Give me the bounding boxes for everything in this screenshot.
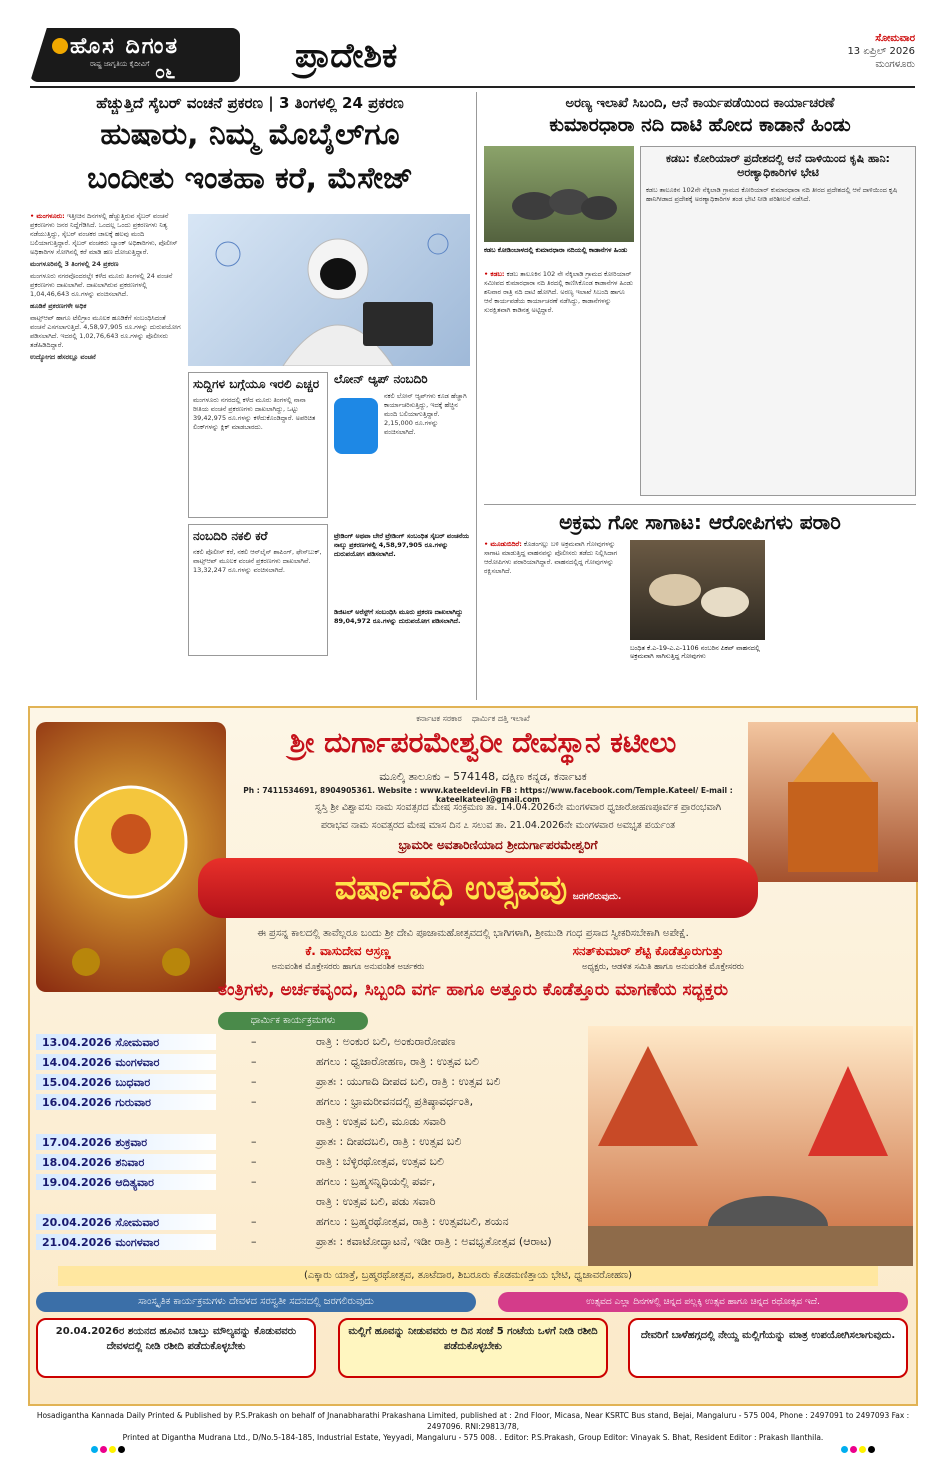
schedule-date: 21.04.2026 ಮಂಗಳವಾರ <box>36 1234 216 1250</box>
crop-damage-box <box>640 146 916 496</box>
schedule-event: ಪ್ರಾತಃ : ಕವಾಟೋದ್ಘಾಟನೆ, ಇಡೀ ರಾತ್ರಿ : ಅವಭೃತೋತ್ಸವ (ಆರಾಟ) <box>316 1235 552 1248</box>
box3-bullet2: ಡಿಜಿಟಲ್ ಅರೆಸ್ಟ್‌ಗೆ ಸಂಬಂಧಿಸಿ ಮೂರು ಪ್ರಕರಣ ದಾಖಲಾಗಿದ್ದು 89,04,972 ರೂ.ಗಳನ್ನು ದುರುಪಯೋಗ ಪಡಿಸಲಾಗಿದೆ. <box>334 608 463 625</box>
story2-body <box>484 270 634 496</box>
schedule-dash: – <box>251 1075 257 1088</box>
day-name: ಸೋಮವಾರ <box>875 33 915 44</box>
story1-subhead3: ಉದ್ಯೋಗದ ಹೆಸರಲ್ಲೂ ವಂಚನೆ <box>30 353 96 361</box>
schedule-event: ಪ್ರಾತಃ : ಯುಗಾದಿ ದೀಪದ ಬಲಿ, ರಾತ್ರಿ : ಉತ್ಸವ ಬಲಿ <box>316 1075 501 1088</box>
schedule-date: 16.04.2026 ಗುರುವಾರ <box>36 1094 216 1110</box>
story1-para1: ಇತ್ತೀಚಿನ ದಿನಗಳಲ್ಲಿ ಹೆಚ್ಚುತ್ತಿರುವ ಸೈಬರ್ ವಂಚನೆ ಪ್ರಕರಣಗಳು ಜನರ ನಿದ್ದೆಗೆಡಿಸಿದೆ. ಒಂದಲ್ಲ ಒಂದು ಪ್ರಕರಣಗಳು ನಿತ್ಯ ನಡೆಯುತ್ತಿದ್ದು, ಸೈಬರ್ ವಂಚಕರ ಜಾಲಕ್ಕೆ ಹಲವು ಮಂದಿ ಬಲಿಯಾಗುತ್ತಿದ್ದಾರೆ. ಸೈಬರ್ ವಂಚಕರು ಬ್ಯಾಂಕ್ ಅಧಿಕಾರಿಗಳು, ಪೊಲೀಸ್ ಅಧಿಕಾರಿಗಳ ಸೋಗಿನಲ್ಲಿ ಕರೆ ಮಾಡಿ ಹಣ ದೋಚುತ್ತಿದ್ದಾರೆ. <box>30 212 178 256</box>
box3-bullet1: ಟ್ರೇಡಿಂಗ್ ಅಥವಾ ಬೇರೆ ಟ್ರೇಡಿಂಗ್ ಸಂಬಂಧಿತ ಸೈಬರ್ ವಂಚನೆಯ ನಾಲ್ಕು ಪ್ರಕರಣಗಳಲ್ಲಿ 4,58,97,905 ರೂ.ಗಳನ್ನು ದುರುಪಯೋಗ ಪಡಿಸಲಾಗಿದೆ. <box>334 532 470 558</box>
story1-headline-line1: ಹುಷಾರು, ನಿಮ್ಮ ಮೊಬೈಲ್‌ಗೂ <box>100 117 400 152</box>
story1-subhead1: ಮಂಗಳೂರಿನಲ್ಲಿ 3 ತಿಂಗಳಲ್ಲಿ 24 ಪ್ರಕರಣ <box>30 260 119 268</box>
schedule-date: 19.04.2026 ಆದಿತ್ಯವಾರ <box>36 1174 216 1190</box>
president-role: ಅಧ್ಯಕ್ಷರು, ಆಡಳಿತ ಸಮಿತಿ ಹಾಗೂ ಅನುವಂಶಿಕ ಮೊಕ್ತೇಸರರು <box>581 962 744 972</box>
masthead-rule <box>30 86 915 88</box>
date-box <box>847 32 915 71</box>
schedule-row <box>36 1114 596 1132</box>
box1-title: ಸುದ್ದಿಗಳ ಬಗ್ಗೆಯೂ ಇರಲಿ ಎಚ್ಚರ <box>193 377 320 391</box>
govt-label: ಕರ್ನಾಟಕ ಸರಕಾರ <box>416 714 462 723</box>
cattle-illustration <box>630 540 765 640</box>
cmyk-marks-left <box>90 1438 126 1457</box>
box4-body: ಕಡಬ ತಾಲೂಕಿನ 102ನೇ ನೆಕ್ಕಿಲಾಡಿ ಗ್ರಾಮದ ಕೋರಿಯಾರ್ ಕುಮಾರಧಾರಾ ನದಿ ತೀರದ ಪ್ರದೇಶದಲ್ಲಿ ಆನೆ ದಾಳಿಯಿಂದ ಕೃಷಿ ಹಾನಿಗೀಡಾದ ಪ್ರದೇಶಕ್ಕೆ ಅರಣ್ಯಾಧಿಕಾರಿಗಳ ತಂಡ ಭೇಟಿ ನೀಡಿ ಪರಿಶೀಲನೆ ನಡೆಸಿದೆ. <box>646 186 898 203</box>
schedule-dash: – <box>251 1235 257 1248</box>
elephant-caption: ಕಡಬ ಕೋಡಿಂಬಾಳದಲ್ಲಿ ಕುಮಾರಧಾರಾ ನದಿಯಲ್ಲಿ ಕಾಡಾನೆಗಳ ಹಿಂಡು <box>484 246 628 254</box>
schedule-dash: – <box>251 1215 257 1228</box>
schedule-event: ಪ್ರಾತಃ : ದೀಪದಬಲಿ, ರಾತ್ರಿ : ಉತ್ಸವ ಬಲಿ <box>316 1135 462 1148</box>
temple-name: ಶ್ರೀ ದುರ್ಗಾಪರಮೇಶ್ವರೀ ದೇವಸ್ಥಾನ ಕಟೀಲು <box>289 726 677 759</box>
dept-label: ಧಾರ್ಮಿಕ ದತ್ತಿ ಇಲಾಖೆ <box>471 714 530 723</box>
edition-city: ಮಂಗಳೂರು <box>875 59 915 70</box>
elephant-photo <box>484 146 634 242</box>
cattle-caption: ಬಂಧಿತ ಕೆ.ಎ-19-ಎ.ಎ-1106 ನಂಬರಿನ ಪಿಕಪ್ ವಾಹನದಲ್ಲಿ ಅಕ್ರಮವಾಗಿ ಸಾಗಿಸುತ್ತಿದ್ದ ಗೋವುಗಳು <box>630 644 760 660</box>
banana-fibre-note: ದೇವರಿಗೆ ಬಾಳೆಹಗ್ಗದಲ್ಲಿ ನೇಯ್ದ ಮಲ್ಲಿಗೆಯನ್ನು ಮಾತ್ರ ಉಪಯೋಗಿಸಲಾಗುವುದು. <box>628 1318 908 1378</box>
schedule-event: ಹಗಲು : ಭ್ರಾಮರೀವನದಲ್ಲಿ ಪ್ರತಿಷ್ಠಾವರ್ಧಂತಿ, <box>316 1095 474 1108</box>
schedule-dash: – <box>251 1095 257 1108</box>
festival-photo <box>588 1026 913 1266</box>
utsava-note: ಉತ್ಸವದ ಎಲ್ಲಾ ದಿನಗಳಲ್ಲಿ ಚಿನ್ನದ ಪಲ್ಲಕ್ಕಿ ಉತ್ಸವ ಹಾಗೂ ಚಿನ್ನದ ರಥೋತ್ಸವ ಇದೆ. <box>498 1292 908 1312</box>
schedule-row <box>36 1214 596 1232</box>
utsava-banner <box>198 858 758 918</box>
schedule-date: 15.04.2026 ಬುಧವಾರ <box>36 1074 216 1090</box>
newspaper-logo: ಹೊಸ ದಿಗಂತ <box>70 34 180 59</box>
cmyk-marks-right <box>840 1438 876 1457</box>
banner-small: ಜರಗಲಿರುವುದು. <box>572 892 622 902</box>
schedule-row <box>36 1194 596 1212</box>
schedule-event: ಹಗಲು : ಧ್ವಜಾರೋಹಣ, ರಾತ್ರಿ : ಉತ್ಸವ ಬಲಿ <box>316 1055 479 1068</box>
story2-kicker: ಅರಣ್ಯ ಇಲಾಖೆ ಸಿಬಂದಿ, ಆನೆ ಕಾರ್ಯಪಡೆಯಿಂದ ಕಾರ್ಯಾಚರಣೆ <box>565 96 835 111</box>
schedule-event: ಹಗಲು : ಬ್ರಹ್ಮರಥೋತ್ಸವ, ರಾತ್ರಿ : ಉತ್ಸವಬಲಿ, ಶಯನ <box>316 1215 509 1228</box>
schedule-event: ರಾತ್ರಿ : ಬೆಳ್ಳಿರಥೋತ್ಸವ, ಉತ್ಸವ ಬಲಿ <box>316 1155 444 1168</box>
story-rule <box>484 504 916 505</box>
goddess-illustration <box>36 722 226 992</box>
ad-line3: ಭ್ರಾಮರೀ ಅವತಾರಿಣಿಯಾದ ಶ್ರೀದುರ್ಗಾಪರಮೇಶ್ವರಿಗೆ <box>398 838 598 852</box>
story2-headline: ಕುಮಾರಧಾರಾ ನದಿ ದಾಟಿ ಹೋದ ಕಾಡಾನೆ ಹಿಂಡು <box>549 114 851 136</box>
schedule-row <box>36 1034 596 1052</box>
banner-text: ವರ್ಷಾವಧಿ ಉತ್ಸವವು <box>334 868 568 908</box>
awareness-box-loan-app <box>334 372 470 702</box>
box4-title: ಕಡಬ: ಕೋರಿಯಾರ್ ಪ್ರದೇಶದಲ್ಲಿ ಆನೆ ದಾಳಿಯಿಂದ ಕೃಷಿ ಹಾನಿ: ಅರಣ್ಯಾಧಿಕಾರಿಗಳ ಭೇಟಿ <box>666 152 890 179</box>
president-name: ಸನತ್‌ಕುಮಾರ್ ಶೆಟ್ಟಿ ಕೊಡೆತ್ತೂರುಗುತ್ತು <box>572 944 724 958</box>
imprint-line1: Hosadigantha Kannada Daily Printed & Published by P.S.Prakash on behalf of Jnanabharathi Prakashana Limited, published at : 2nd Floor, Micasa, Near KSRTC Bus stand, Bejai, Mangaluru - 575 004, Phone : 2497091 to 2497093 Fax : 2497096. RNI:29813/78, <box>36 1411 910 1431</box>
story1-subhead2: ಹೂಡಿಕೆ ಪ್ರಕರಣಗಳೇ ಅಧಿಕ <box>30 302 87 310</box>
story1-kicker: ಹೆಚ್ಚುತ್ತಿದೆ ಸೈಬರ್ ವಂಚನೆ ಪ್ರಕರಣ | 3 ತಿಂಗಳಲ್ಲಿ 24 ಪ್ರಕರಣ <box>96 94 404 112</box>
festival-illustration <box>588 1026 913 1266</box>
schedule-date: 17.04.2026 ಶುಕ್ರವಾರ <box>36 1134 216 1150</box>
ad-line1: ಸ್ವಸ್ತಿ ಶ್ರೀ ವಿಶ್ವಾವಸು ನಾಮ ಸಂವತ್ಸರದ ಮೇಷ ಸಂಕ್ರಮಣ ತಾ. 14.04.2026ನೇ ಮಂಗಳವಾರ ಧ್ವಜಾರೋಹಣಪೂರ್ವಕ ಪ್ರಾರಂಭವಾಗಿ <box>314 802 722 813</box>
box3-title: ಲೋನ್ ಆ್ಯಪ್ ನಂಬದಿರಿ <box>334 372 428 386</box>
story3-dateline: • ಮೂಡುಬಿದಿರೆ: <box>484 540 522 548</box>
section-title: ಪ್ರಾದೇಶಿಕ <box>295 36 398 76</box>
programs-label: ಧಾರ್ಮಿಕ ಕಾರ್ಯಕ್ರಮಗಳು <box>218 1012 368 1030</box>
story1-headline-line2: ಬಂದೀತು ಇಂತಹಾ ಕರೆ, ಮೆಸೇಜ್ <box>87 161 413 196</box>
story1-para2: ಮಂಗಳೂರು ನಗರವೊಂದರಲ್ಲೇ ಕಳೆದ ಮೂರು ತಿಂಗಳಲ್ಲಿ 24 ವಂಚನೆ ಪ್ರಕರಣಗಳು ದಾಖಲಾಗಿವೆ. ದಾಖಲಾಗಿರುವ ಪ್ರಕರಣಗಳಲ್ಲಿ 1,04,46,643 ರೂ.ಗಳನ್ನು ವಂಚಿಸಲಾಗಿದೆ. <box>30 272 173 298</box>
schedule-date: 20.04.2026 ಸೋಮವಾರ <box>36 1214 216 1230</box>
box2-title: ನಂಬದಿರಿ ನಕಲಿ ಕರೆ <box>193 529 268 543</box>
schedule-row <box>36 1054 596 1072</box>
ad-invite: ಈ ಪ್ರಸನ್ನ ಕಾಲದಲ್ಲಿ ತಾವೆಲ್ಲರೂ ಬಂದು ಶ್ರೀ ದೇವಿ ಪೂಜಾಮಹೋತ್ಸವದಲ್ಲಿ ಭಾಗಿಗಳಾಗಿ, ಶ್ರೀಮುಡಿ ಗಂಧ ಪ್ರಸಾದ ಸ್ವೀಕರಿಸಬೇಕಾಗಿ ಅಪೇಕ್ಷೆ. <box>257 928 689 939</box>
schedule-dash: – <box>251 1155 257 1168</box>
cultural-note: ಸಾಂಸ್ಕೃತಿಕ ಕಾರ್ಯಕ್ರಮಗಳು ದೇವಳದ ಸರಸ್ವತೀ ಸದನದಲ್ಲಿ ಜರಗಲಿರುವುದು <box>36 1292 476 1312</box>
box3-body: ನಕಲಿ ಲೋನ್ ಆ್ಯಪ್‌ಗಳು ಕೂಡ ಹೆಚ್ಚಾಗಿ ಕಾರ್ಯಾಚರಿಸುತ್ತಿದ್ದು, ಇದಕ್ಕೆ ಹೆಚ್ಚಿನ ಮಂದಿ ಬಲಿಯಾಗುತ್ತಿದ್ದಾರೆ. 2,15,000 ರೂ.ಗಳನ್ನು ವಂಚಿಸಲಾಗಿದೆ. <box>384 392 467 436</box>
flower-note: 20.04.2026ರ ಶಯನದ ಹೂವಿನ ಬಾಬ್ತು ಮೌಲ್ಯವನ್ನು ಕೊಡುವವರು ದೇವಳದಲ್ಲಿ ನೀಡಿ ರಶೀದಿ ಪಡೆದುಕೊಳ್ಳಬೇಕು <box>36 1318 316 1378</box>
schedule-dash: – <box>251 1035 257 1048</box>
schedule-dash: – <box>251 1175 257 1188</box>
schedule-date: 14.04.2026 ಮಂಗಳವಾರ <box>36 1054 216 1070</box>
column-rule <box>476 92 477 700</box>
awareness-box-news <box>188 372 328 518</box>
hacker-photo <box>188 214 470 366</box>
schedule-row <box>36 1174 596 1192</box>
ad-line2: ಪರಾಭವ ನಾಮ ಸಂವತ್ಸರದ ಮೇಷ ಮಾಸ ದಿನ ೭ ಸಲುವ ತಾ. 21.04.2026ನೇ ಮಂಗಳವಾರ ಅವಭೃತ ಪರ್ಯಂತ <box>320 820 676 831</box>
jasmine-note: ಮಲ್ಲಿಗೆ ಹೂವನ್ನು ನೀಡುವವರು ಆ ದಿನ ಸಂಜೆ 5 ಗಂಟೆಯ ಒಳಗೆ ನೀಡಿ ರಶೀದಿ ಪಡೆದುಕೊಳ್ಳಬೇಕು <box>338 1318 608 1378</box>
story3-headline: ಅಕ್ರಮ ಗೋ ಸಾಗಾಟ: ಆರೋಪಿಗಳು ಪರಾರಿ <box>559 510 841 534</box>
schedule-event: ಹಗಲು : ಬ್ರಹ್ಮಸನ್ನಿಧಿಯಲ್ಲಿ ಪರ್ವ, <box>316 1175 436 1188</box>
awareness-box-fake-call <box>188 524 328 656</box>
schedule-date: 13.04.2026 ಸೋಮವಾರ <box>36 1034 216 1050</box>
schedule-date: 18.04.2026 ಶನಿವಾರ <box>36 1154 216 1170</box>
story1-para3: ವಾಟ್ಸ್ಆಪ್ ಹಾಗೂ ಟೆಲಿಗ್ರಾಂ ಮೂಲಕ ಹೂಡಿಕೆಗೆ ಸಂಬಂಧಿಸಿದಂತೆ ವಂಚನೆ ಎಸಗಲಾಗುತ್ತಿದೆ. 4,58,97,905 ರೂ.ಗಳನ್ನು ದುರುಪಯೋಗ ಪಡಿಸಲಾಗಿದೆ. ಇದರಲ್ಲಿ 1,02,76,643 ರೂ.ಗಳನ್ನು ಪೊಲೀಸರು ತಡೆಹಿಡಿದಿದ್ದಾರೆ. <box>30 314 181 349</box>
logo-tagline: ರಾಷ್ಟ್ರ ಜಾಗೃತಿಯ ಕೈದೀವಿಗೆ <box>90 60 150 68</box>
story1-dateline: • ಮಂಗಳೂರು: <box>30 212 65 220</box>
schedule-row <box>36 1074 596 1092</box>
schedule-event: ರಾತ್ರಿ : ಉತ್ಸವ ಬಲಿ, ಪಡು ಸವಾರಿ <box>316 1195 436 1208</box>
trustee-name: ಕೆ. ವಾಸುದೇವ ಆಸ್ರಣ್ಣ <box>305 944 391 958</box>
story3-para: ಕೊಡಂಗಲ್ಲು ಬಳಿ ಅಕ್ರಮವಾಗಿ ಗೋವುಗಳನ್ನು ಸಾಗಾಟ ಮಾಡುತ್ತಿದ್ದ ವಾಹನವನ್ನು ಪೊಲೀಸರು ತಡೆದು ನಿಲ್ಲಿಸಿದಾಗ ಆರೋಪಿಗಳು ಪರಾರಿಯಾಗಿದ್ದಾರೆ. ವಾಹನದಲ್ಲಿದ್ದ ಗೋವುಗಳನ್ನು ರಕ್ಷಿಸಲಾಗಿದೆ. <box>484 540 618 575</box>
schedule-dash: – <box>251 1135 257 1148</box>
hacker-illustration <box>188 214 470 366</box>
page-number: ೦೬ <box>155 62 176 83</box>
story2-para: ಕಡಬ ತಾಲೂಕಿನ 102 ನೇ ನೆಕ್ಕಿಲಾಡಿ ಗ್ರಾಮದ ಕೋರಿಯಾರ್ ಸಮೀಪದ ಕುಮಾರಧಾರಾ ನದಿ ತಿರದಲ್ಲಿ ಕಾಣಿಸಿಕೊಂಡ ಕಾಡಾನೆಗಳ ಹಿಂಡು ಶನಿವಾರ ರಾತ್ರಿ ನದಿ ದಾಟಿ ಹೋಗಿದೆ. ಅರಣ್ಯ ಇಲಾಖೆ ಸಿಬಂದಿ ಹಾಗೂ ಆನೆ ಕಾರ್ಯಪಡೆಯ ಕಾರ್ಯಾಚರಣೆ ನಡೆಸಿದ್ದು, ಕಾಡಾನೆಗಳನ್ನು ಸುರಕ್ಷಿತವಾಗಿ ಕಾಡಿನತ್ತ ಅಟ್ಟಿದ್ದಾರೆ. <box>484 270 633 314</box>
masthead <box>30 28 915 86</box>
temple-contact: Ph : 7411534691, 8904905361. Website : www.kateeldevi.in FB : https://www.facebook.com/Temple.Kateel/ E-mail : kateelkateel@gmail.com <box>243 786 733 804</box>
ad-hosts: ತಂತ್ರಿಗಳು, ಅರ್ಚಕವೃಂದ, ಸಿಬ್ಬಂದಿ ವರ್ಗ ಹಾಗೂ ಅತ್ತೂರು ಕೊಡೆತ್ತೂರು ಮಾಗಣೆಯ ಸದ್ಭಕ್ತರು <box>218 980 728 1000</box>
trustee-role: ಅನುವಂಶಿಕ ಮೊಕ್ತೇಸರರು ಹಾಗೂ ಅನುವಂಶಿಕ ಅರ್ಚಕರು <box>271 962 425 972</box>
date: 13 ಏಪ್ರಿಲ್ 2026 <box>847 46 915 57</box>
schedule-row <box>36 1094 596 1112</box>
elephant-herd-illustration <box>484 146 634 242</box>
story3-body <box>484 540 624 700</box>
goddess-image <box>36 722 226 992</box>
temple-address: ಮೂಲ್ಕಿ ತಾಲೂಕು – 574148, ದಕ್ಷಿಣ ಕನ್ನಡ, ಕರ್ನಾಟಕ <box>379 770 587 783</box>
story2-dateline: • ಕಡಬ: <box>484 270 505 278</box>
schedule-row <box>36 1234 596 1252</box>
final-note: (ಎಕ್ಕಾರು ಯಾತ್ರೆ, ಬ್ರಹ್ಮರಥೋತ್ಸವ, ತೂಟೆದಾರ, ಶಿಬರೂರು ಕೊಡಮಣಿತ್ತಾಯ ಭೇಟಿ, ಧ್ವಜಾವರೋಹಣ) <box>58 1266 878 1286</box>
temple-advertisement <box>28 706 918 1406</box>
schedule-event: ರಾತ್ರಿ : ಉತ್ಸವ ಬಲಿ, ಮೂಡು ಸವಾರಿ <box>316 1115 446 1128</box>
imprint-line2: Printed at Digantha Mudrana Ltd., D/No.5-184-185, Industrial Estate, Yeyyadi, Mangaluru - 575 008. . Editor: P.S.Prakash, Group Editor: Vinayak S. Bhat, Resident Editor : Prakash Ilanthila. <box>122 1433 824 1442</box>
story1-body <box>30 212 182 702</box>
schedule-row <box>36 1134 596 1152</box>
schedule-row <box>36 1154 596 1172</box>
phone-icon <box>334 398 378 454</box>
schedule-dash: – <box>251 1055 257 1068</box>
cattle-photo <box>630 540 765 640</box>
imprint <box>28 1410 918 1443</box>
box2-body: ನಕಲಿ ಪೊಲೀಸ್ ಕರೆ, ನಕಲಿ ಆನ್‌ಲೈನ್ ಶಾಪಿಂಗ್, ಫೇಸ್‌ಬುಕ್, ವಾಟ್ಸ್ಆಪ್ ಮೂಲಕ ವಂಚನೆ ಪ್ರಕರಣಗಳು ದಾಖಲಾಗಿವೆ. 13,32,247 ರೂ.ಗಳನ್ನು ವಂಚಿಸಲಾಗಿದೆ. <box>193 548 322 574</box>
lamp-icon <box>52 38 68 54</box>
schedule-event: ರಾತ್ರಿ : ಅಂಕುರ ಬಲಿ, ಅಂಕುರಾರೋಪಣ <box>316 1035 456 1048</box>
box1-body: ಮಂಗಳೂರು ನಗರದಲ್ಲಿ ಕಳೆದ ಮೂರು ತಿಂಗಳಲ್ಲಿ ನಾನಾ ರೀತಿಯ ವಂಚನೆ ಪ್ರಕರಣಗಳು ದಾಖಲಾಗಿದ್ದು, ಒಟ್ಟು 39,42,975 ರೂ.ಗಳನ್ನು ಕಳೆದುಕೊಂಡಿದ್ದಾರೆ. ಅಪರಿಚಿತ ಲಿಂಕ್‌ಗಳನ್ನು ಕ್ಲಿಕ್ ಮಾಡಬಾರದು. <box>193 396 316 431</box>
